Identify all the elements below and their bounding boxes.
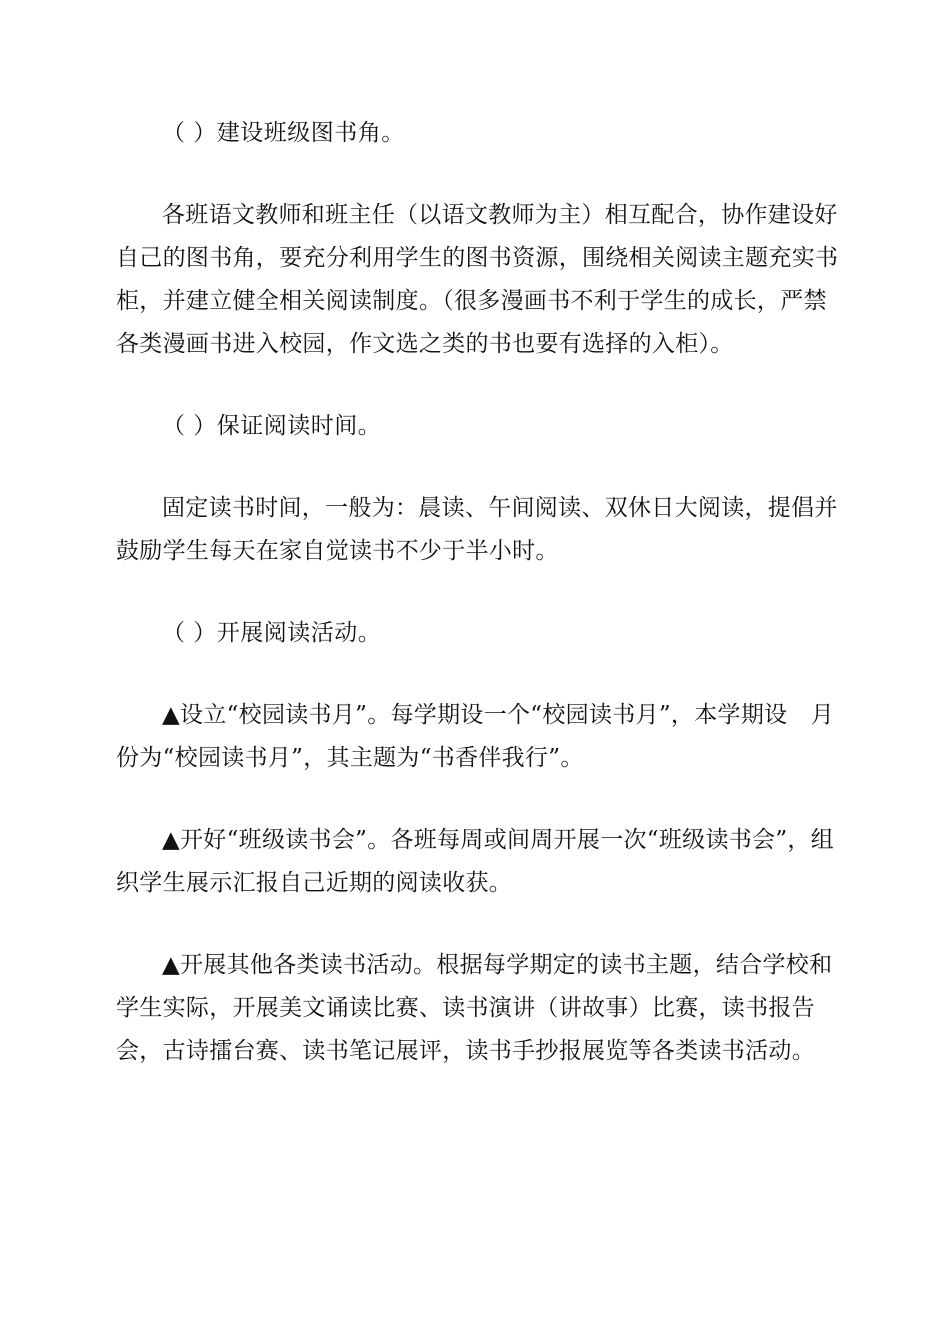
section-heading-book-corner: （ ）建设班级图书角。 bbox=[162, 120, 405, 146]
paragraph-reading-time: 固定读书时间，一般为：晨读、午间阅读、双休日大阅读，提倡并鼓励学生每天在家自觉读书不少于半小时。 bbox=[116, 495, 838, 564]
paragraph-reading-month: ▲设立“校园读书月”。每学期设一个“校园读书月”，本学期设 月份为“校园读书月”，其主题为“书香伴我行”。 bbox=[116, 702, 835, 771]
paragraph-book-corner: 各班语文教师和班主任（以语文教师为主）相互配合，协作建设好自己的图书角，要充分利用学生的图书资源，围绕相关阅读主题充实书柜，并建立健全相关阅读制度。（很多漫画书不利于学生的成长，严禁各类漫画书进入校园，作文选之类的书也要有选择的入柜）。 bbox=[116, 202, 839, 357]
section-heading-reading-time: （ ）保证阅读时间。 bbox=[162, 413, 382, 439]
paragraph-other-activities: ▲开展其他各类读书活动。根据每学期定的读书主题，结合学校和学生实际，开展美文诵读比赛、读书演讲（讲故事）比赛，读书报告会，古诗擂台赛、读书笔记展评，读书手抄报展览等各类读书活动。 bbox=[116, 952, 833, 1064]
document-body bbox=[116, 112, 840, 1073]
section-heading-reading-activities: （ ）开展阅读活动。 bbox=[162, 620, 382, 646]
paragraph-class-reading-club: ▲开好“班级读书会”。各班每周或间周开展一次“班级读书会”，组织学生展示汇报自己近期的阅读收获。 bbox=[116, 827, 835, 896]
